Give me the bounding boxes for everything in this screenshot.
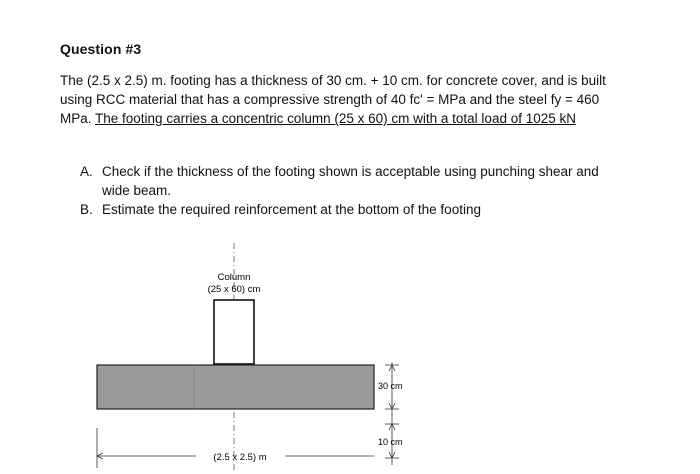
width-label: (2.5 x 2.5) m (213, 452, 267, 463)
column-size-label: (25 x 60) cm (207, 284, 261, 295)
thickness-label: 30 cm (378, 381, 403, 391)
paragraph-underlined-text: The footing carries a concentric column (25 x 60) cm with a total load of 1025 kN (95, 111, 576, 126)
footing-rect (97, 365, 374, 409)
cover-label: 10 cm (378, 437, 403, 447)
task-label: B. (80, 202, 93, 217)
task-label: A. (80, 164, 93, 179)
task-text: Estimate the required reinforcement at the bottom of the footing (102, 202, 481, 217)
paragraph-text: The (2.5 x 2.5) m. footing has a thickness of 30 cm. + 10 cm. for concrete cover, and is built using RCC material that has a compressive strength of 40 fc' = MPa and the steel fy = 460 MPa. (60, 73, 606, 126)
column-label: Column (217, 272, 251, 283)
question-title: Question #3 (60, 41, 142, 57)
task-text: Check if the thickness of the footing shown is acceptable using punching shear and wide beam. (102, 164, 599, 198)
column-rect (214, 300, 254, 364)
